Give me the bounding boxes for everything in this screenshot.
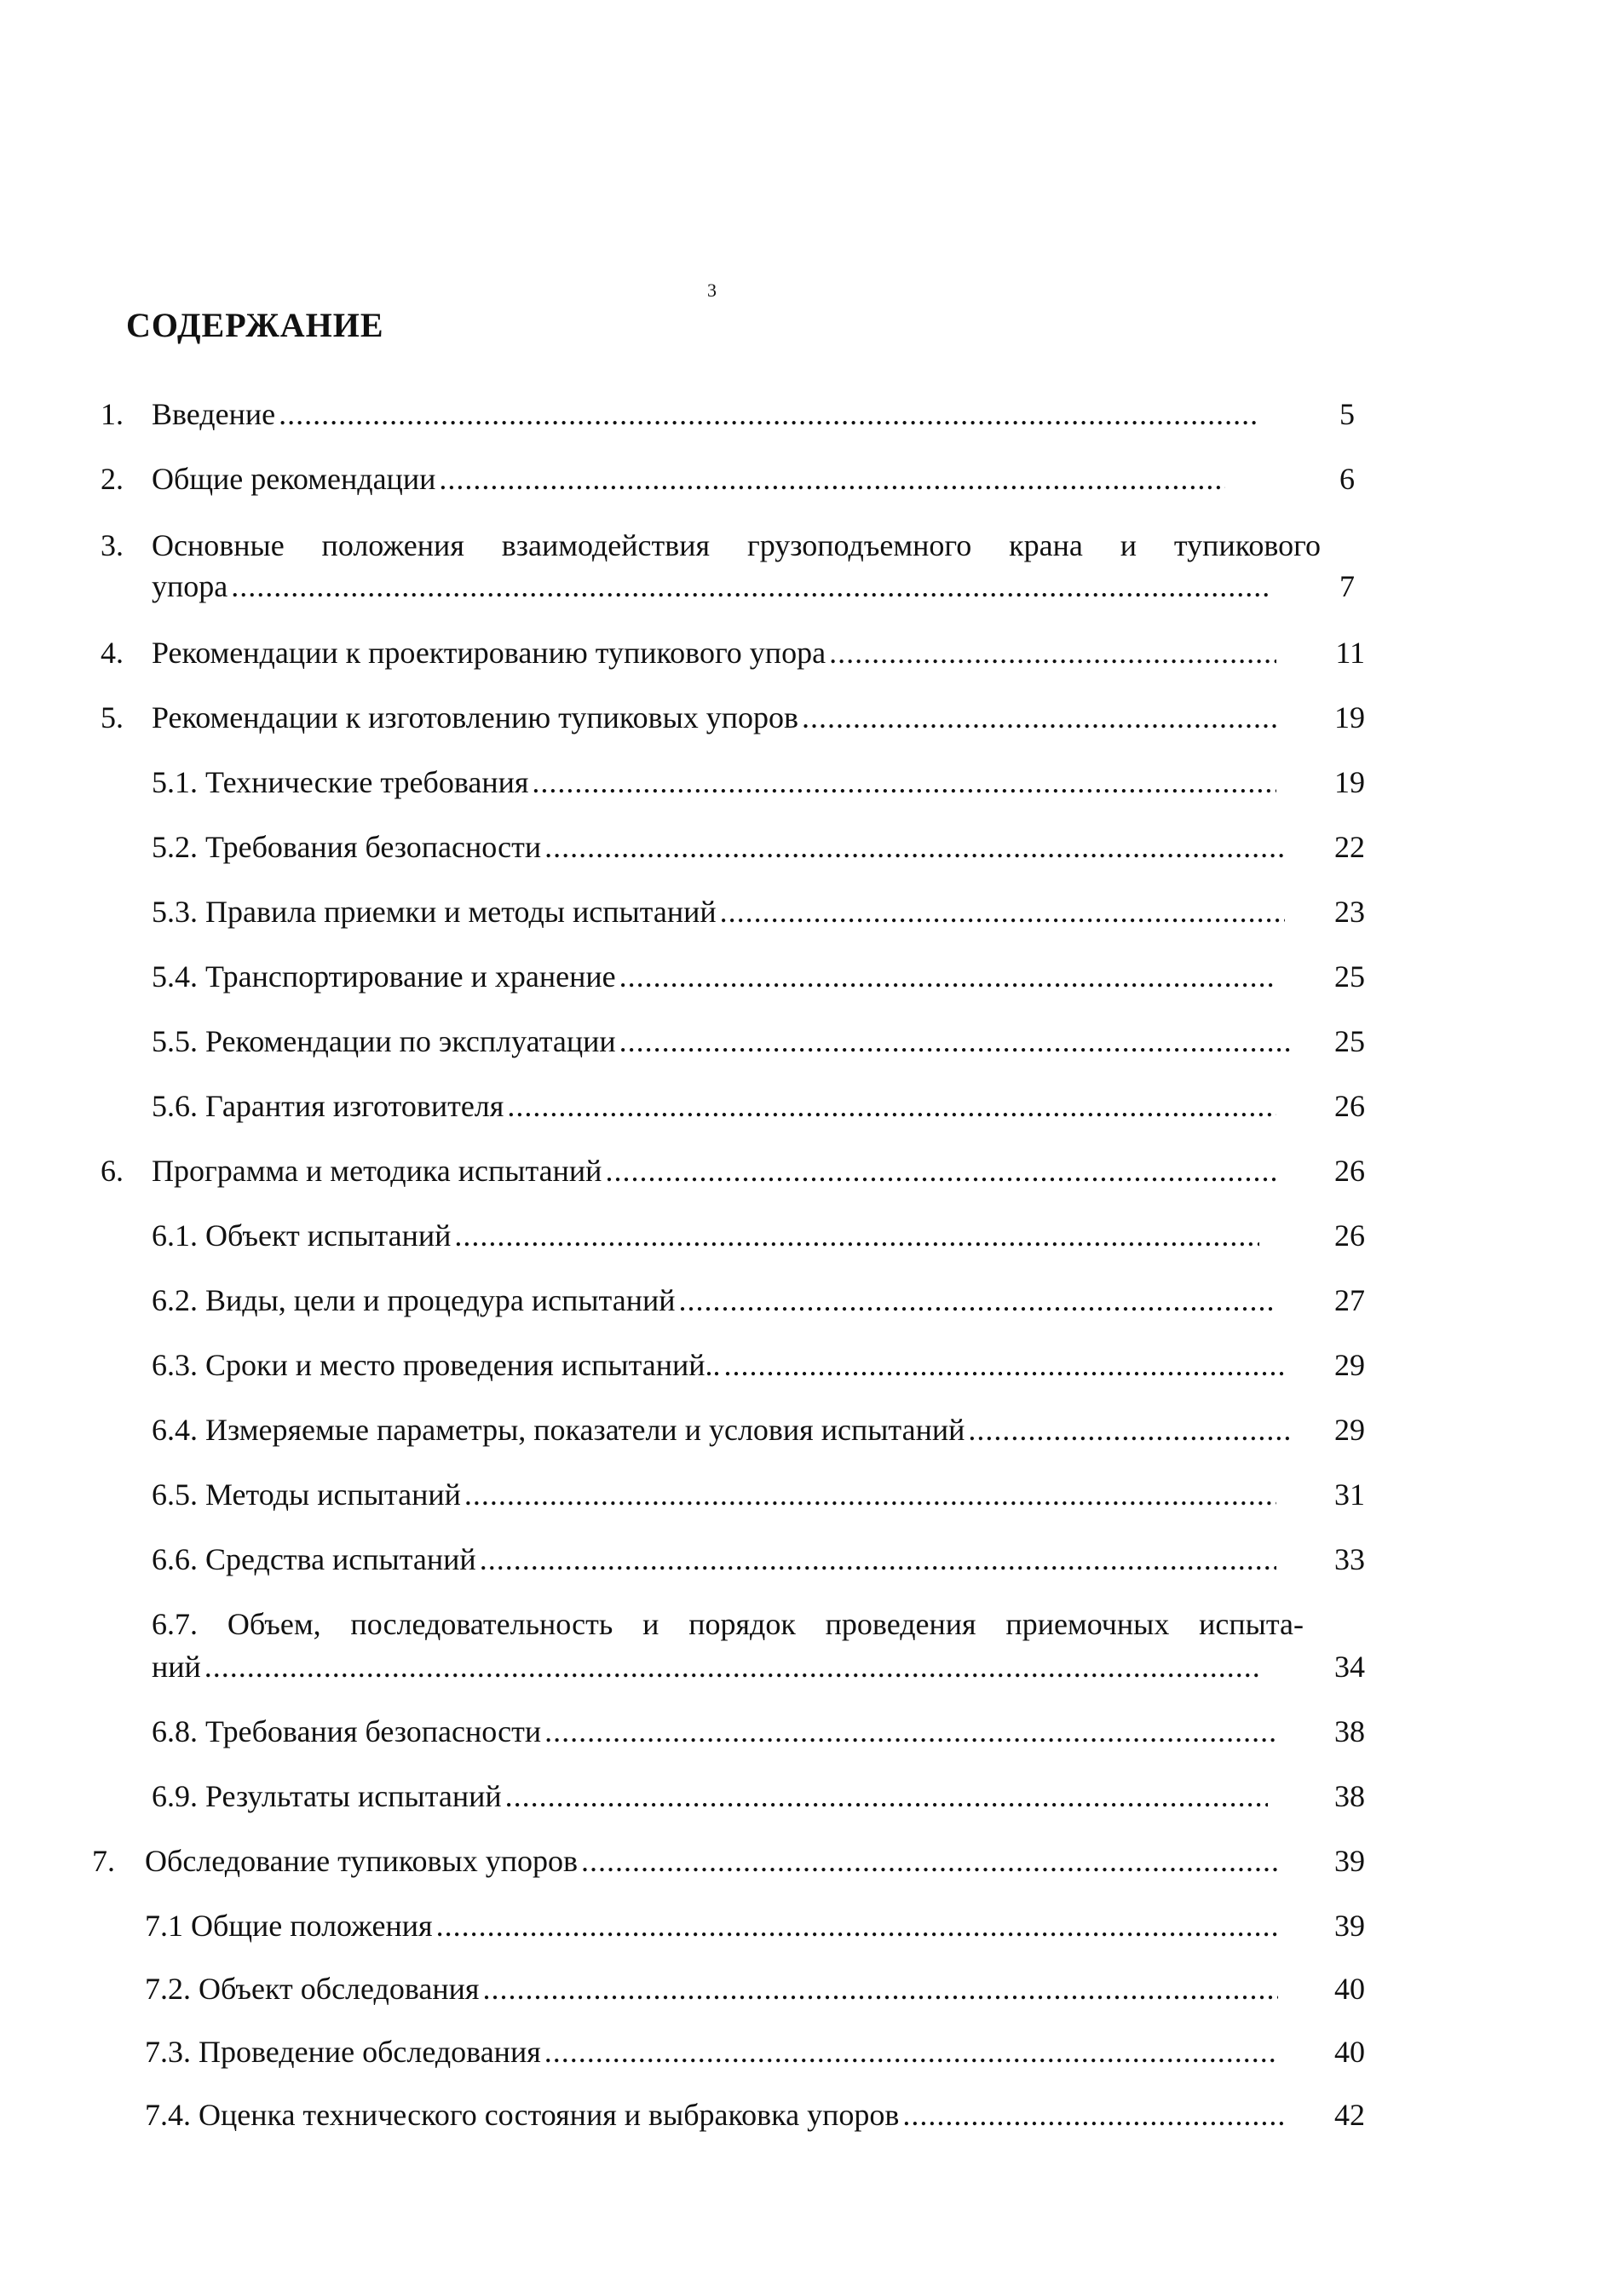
toc-entry-title: 5.6. Гарантия изготовителя <box>152 1089 504 1123</box>
toc-entry-3-line1[interactable] <box>0 525 1624 566</box>
toc-entry-line <box>145 1968 1278 2009</box>
dot-leader <box>436 1905 1278 1946</box>
toc-entry-title: 6.8. Требования безопасности <box>152 1714 542 1748</box>
toc-entry-page: 19 <box>1334 700 1365 734</box>
dot-leader <box>605 1150 1276 1191</box>
toc-entry-6-8[interactable] <box>0 1711 1624 1752</box>
toc-entry-page: 27 <box>1334 1283 1365 1317</box>
toc-entry-page: 39 <box>1334 1844 1365 1878</box>
dot-leader <box>581 1840 1278 1881</box>
toc-entry-page: 42 <box>1334 2098 1365 2132</box>
toc-entry-page: 38 <box>1334 1714 1365 1748</box>
toc-entry-7-3[interactable] <box>0 2031 1624 2072</box>
toc-entry-number: 1. <box>101 397 124 431</box>
dot-leader <box>439 458 1225 499</box>
toc-entry-number: 4. <box>101 636 124 670</box>
toc-entry-page: 5 <box>1339 397 1355 431</box>
toc-entry-line <box>152 827 1285 867</box>
toc-entry-2[interactable] <box>0 458 1624 499</box>
toc-entry-line <box>152 1150 1276 1191</box>
dot-leader <box>532 762 1276 803</box>
toc-entry-page: 40 <box>1334 1972 1365 2006</box>
dot-leader <box>544 1711 1276 1752</box>
toc-entry-title: Рекомендации к изготовлению тупиковых упоров <box>152 700 799 734</box>
page-number: 3 <box>707 279 717 301</box>
toc-entry-line <box>152 1215 1259 1256</box>
toc-entry-title: 6.3. Сроки и место проведения испытаний.. <box>152 1348 721 1382</box>
toc-entry-line <box>145 1905 1278 1946</box>
toc-entry-number: 5. <box>101 700 124 734</box>
toc-entry-title: 5.4. Транспортирование и хранение <box>152 959 616 994</box>
toc-entry-page: 7 <box>1339 569 1355 603</box>
toc-entry-page: 25 <box>1334 1024 1365 1058</box>
toc-entry-6-6[interactable] <box>0 1539 1624 1580</box>
toc-entry-page: 25 <box>1334 959 1365 994</box>
toc-entry-5-5[interactable] <box>0 1021 1624 1062</box>
toc-entry-title: 6.4. Измеряемые параметры, показатели и условия испытаний <box>152 1413 965 1447</box>
dot-leader <box>544 2031 1278 2072</box>
toc-entry-title: Общие рекомендации <box>152 462 436 496</box>
toc-entry-page: 39 <box>1334 1909 1365 1943</box>
toc-entry-page: 31 <box>1334 1477 1365 1512</box>
toc-entry-page: 34 <box>1334 1650 1365 1684</box>
dot-leader <box>724 1345 1285 1385</box>
toc-entry-page: 11 <box>1335 636 1365 670</box>
toc-entry-6-7-line2[interactable] <box>0 1646 1624 1687</box>
page-title: СОДЕРЖАНИЕ <box>126 306 384 344</box>
toc-entry-title: 6.5. Методы испытаний <box>152 1477 461 1512</box>
toc-entry-6-7-line1[interactable] <box>0 1604 1624 1645</box>
toc-entry-6-2[interactable] <box>0 1280 1624 1321</box>
toc-entry-3-line2[interactable] <box>0 566 1624 607</box>
toc-entry-line <box>152 566 1272 607</box>
toc-entry-title: 6.6. Средства испытаний <box>152 1542 476 1576</box>
toc-entry-line <box>145 2031 1278 2072</box>
toc-entry-6-4[interactable] <box>0 1409 1624 1450</box>
toc-entry-title: 6.9. Результаты испытаний <box>152 1779 502 1813</box>
toc-entry-title: 7.4. Оценка технического состояния и выбраковка упоров <box>145 2098 900 2132</box>
dot-leader <box>829 632 1276 673</box>
dot-leader <box>619 956 1276 997</box>
toc-entry-page: 26 <box>1334 1089 1365 1123</box>
dot-leader <box>802 697 1276 738</box>
toc-entry-page: 26 <box>1334 1218 1365 1253</box>
toc-entry-5-1[interactable] <box>0 762 1624 803</box>
dot-leader <box>480 1539 1276 1580</box>
toc-entry-page: 23 <box>1334 895 1365 929</box>
toc-entry-title: ний <box>152 1650 201 1684</box>
toc-entry-5-3[interactable] <box>0 891 1624 932</box>
toc-entry-page: 40 <box>1334 2035 1365 2069</box>
toc-entry-page: 38 <box>1334 1779 1365 1813</box>
toc-entry-page: 19 <box>1334 765 1365 799</box>
toc-entry-5[interactable] <box>0 697 1624 738</box>
toc-entry-page: 33 <box>1334 1542 1365 1576</box>
dot-leader <box>902 2094 1287 2135</box>
toc-entry-line <box>152 1345 1285 1385</box>
toc-entry-page: 22 <box>1334 830 1365 864</box>
toc-entry-7-4[interactable] <box>0 2094 1624 2135</box>
toc-entry-7-2[interactable] <box>0 1968 1624 2009</box>
toc-entry-line <box>152 1280 1276 1321</box>
toc-entry-title: 7.2. Объект обследования <box>145 1972 480 2006</box>
toc-entry-title: 5.3. Правила приемки и методы испытаний <box>152 895 717 929</box>
toc-entry-title: 7.1 Общие положения <box>145 1909 433 1943</box>
toc-entry-line <box>152 394 1259 435</box>
toc-entry-title: 5.2. Требования безопасности <box>152 830 542 864</box>
toc-entry-number: 3. <box>101 528 124 562</box>
dot-leader <box>464 1474 1276 1515</box>
toc-entry-line <box>152 956 1276 997</box>
toc-entry-title: 5.1. Технические требования <box>152 765 529 799</box>
toc-entry-line <box>152 1539 1276 1580</box>
dot-leader <box>679 1280 1277 1321</box>
toc-entry-title-line1: 6.7. Объем, последовательность и порядок проведения приемочных испыта- <box>152 1607 1304 1641</box>
toc-entry-line <box>152 1776 1268 1817</box>
toc-entry-title: Введение <box>152 397 276 431</box>
toc-entry-line <box>152 1021 1293 1062</box>
dot-leader <box>231 566 1272 607</box>
toc-entry-page: 29 <box>1334 1413 1365 1447</box>
toc-entry-line <box>152 458 1225 499</box>
toc-entry-title: 6.2. Виды, цели и процедура испытаний <box>152 1283 676 1317</box>
toc-entry-title: Рекомендации к проектированию тупикового упора <box>152 636 826 670</box>
dot-leader <box>279 394 1259 435</box>
toc-entry-title: Обследование тупиковых упоров <box>145 1844 578 1878</box>
toc-entry-6-1[interactable] <box>0 1215 1624 1256</box>
toc-entry-line <box>152 1711 1276 1752</box>
toc-entry-line <box>152 891 1285 932</box>
toc-entry-title: 6.1. Объект испытаний <box>152 1218 452 1253</box>
toc-entry-line <box>145 1840 1278 1881</box>
toc-entry-line <box>152 1086 1276 1126</box>
toc-entry-6-3[interactable] <box>0 1345 1624 1385</box>
toc-entry-number: 6. <box>101 1154 124 1188</box>
toc-entry-4[interactable] <box>0 632 1624 673</box>
toc-entry-6[interactable] <box>0 1150 1624 1191</box>
toc-entry-line <box>152 1646 1259 1687</box>
toc-entry-1[interactable] <box>0 394 1624 435</box>
toc-entry-line <box>152 1474 1276 1515</box>
toc-entry-6-5[interactable] <box>0 1474 1624 1515</box>
toc-entry-page: 26 <box>1334 1154 1365 1188</box>
toc-entry-6-9[interactable] <box>0 1776 1624 1817</box>
toc-entry-number: 2. <box>101 462 124 496</box>
dot-leader <box>505 1776 1268 1817</box>
dot-leader <box>454 1215 1259 1256</box>
toc-entry-line <box>152 762 1276 803</box>
toc-entry-title: 5.5. Рекомендации по эксплуатации <box>152 1024 616 1058</box>
toc-entry-line <box>152 697 1276 738</box>
dot-leader <box>619 1021 1293 1062</box>
toc-entry-title-line1: Основные положения взаимодействия грузоподъемного крана и тупикового <box>152 528 1321 562</box>
toc-entry-page: 29 <box>1334 1348 1365 1382</box>
toc-entry-7[interactable] <box>0 1840 1624 1881</box>
toc-entry-line <box>152 632 1276 673</box>
toc-entry-title: Программа и методика испытаний <box>152 1154 602 1188</box>
toc-entry-5-4[interactable] <box>0 956 1624 997</box>
dot-leader <box>507 1086 1276 1126</box>
toc-entry-line <box>152 1409 1293 1450</box>
dot-leader <box>204 1646 1259 1687</box>
toc-entry-line <box>145 2094 1287 2135</box>
toc-entry-5-6[interactable] <box>0 1086 1624 1126</box>
toc-entry-page: 6 <box>1339 462 1355 496</box>
toc-entry-number: 7. <box>92 1844 115 1878</box>
dot-leader <box>968 1409 1293 1450</box>
dot-leader <box>720 891 1285 932</box>
toc-entry-title: 7.3. Проведение обследования <box>145 2035 541 2069</box>
toc-entry-5-2[interactable] <box>0 827 1624 867</box>
toc-entry-title: упора <box>152 569 228 603</box>
dot-leader <box>482 1968 1278 2009</box>
dot-leader <box>544 827 1285 867</box>
toc-entry-7-1[interactable] <box>0 1905 1624 1946</box>
